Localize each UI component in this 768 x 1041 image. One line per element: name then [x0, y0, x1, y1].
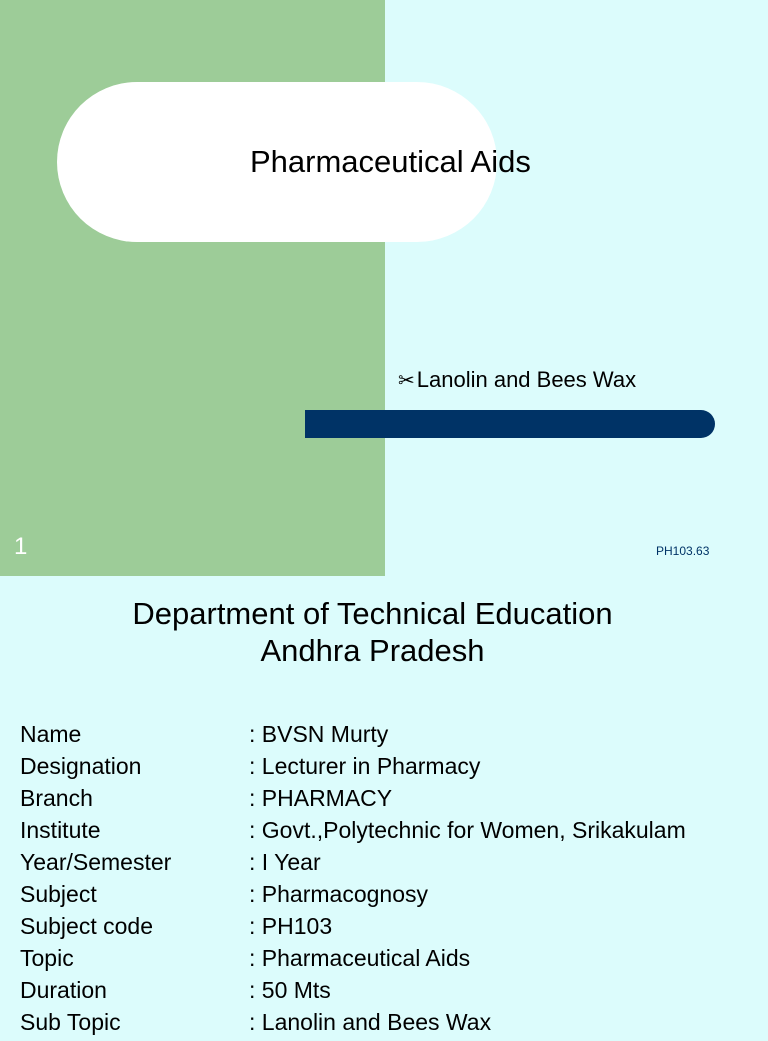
info-label: Institute: [20, 817, 101, 843]
info-label: Sub Topic: [20, 1009, 121, 1035]
info-label: Name: [20, 721, 82, 747]
info-row-subject: [20, 881, 760, 913]
info-value: : 50 Mts: [249, 977, 331, 1003]
info-value: : Govt.,Polytechnic for Women, Srikakulam: [249, 817, 686, 843]
info-row-name: [20, 721, 760, 753]
info-slide: [0, 576, 768, 1035]
info-label: Subject: [20, 881, 97, 907]
info-value: : I Year: [249, 849, 321, 875]
subtitle-line: [398, 364, 636, 396]
info-row-duration: [20, 977, 760, 1009]
info-label: Subject code: [20, 913, 153, 939]
slide-code: PH103.63: [656, 544, 710, 558]
info-label: Designation: [20, 753, 142, 779]
info-value: : PHARMACY: [249, 785, 393, 811]
info-value: : Lanolin and Bees Wax: [249, 1009, 492, 1035]
info-label: Duration: [20, 977, 107, 1003]
slide-title: Pharmaceutical Aids: [250, 144, 531, 179]
info-row-sub-topic: [20, 1009, 760, 1041]
info-value: : BVSN Murty: [249, 721, 389, 747]
info-row-designation: [20, 753, 760, 785]
slide-number: 1: [14, 533, 28, 560]
state-heading: Andhra Pradesh: [260, 633, 485, 668]
info-row-year-semester: [20, 849, 760, 881]
info-row-subject-code: [20, 913, 760, 945]
info-label: Year/Semester: [20, 849, 172, 875]
decorative-bar: [305, 410, 715, 438]
info-value: : PH103: [249, 913, 333, 939]
info-row-branch: [20, 785, 760, 817]
scissors-icon: ✂: [398, 369, 415, 392]
info-label: Branch: [20, 785, 93, 811]
info-row-institute: [20, 817, 760, 849]
info-row-topic: [20, 945, 760, 977]
department-heading: Department of Technical Education: [132, 596, 613, 631]
info-value: : Pharmacognosy: [249, 881, 428, 907]
info-label: Topic: [20, 945, 74, 971]
subtitle-text: Lanolin and Bees Wax: [416, 367, 637, 392]
info-value: : Lecturer in Pharmacy: [249, 753, 481, 779]
info-value: : Pharmaceutical Aids: [249, 945, 471, 971]
